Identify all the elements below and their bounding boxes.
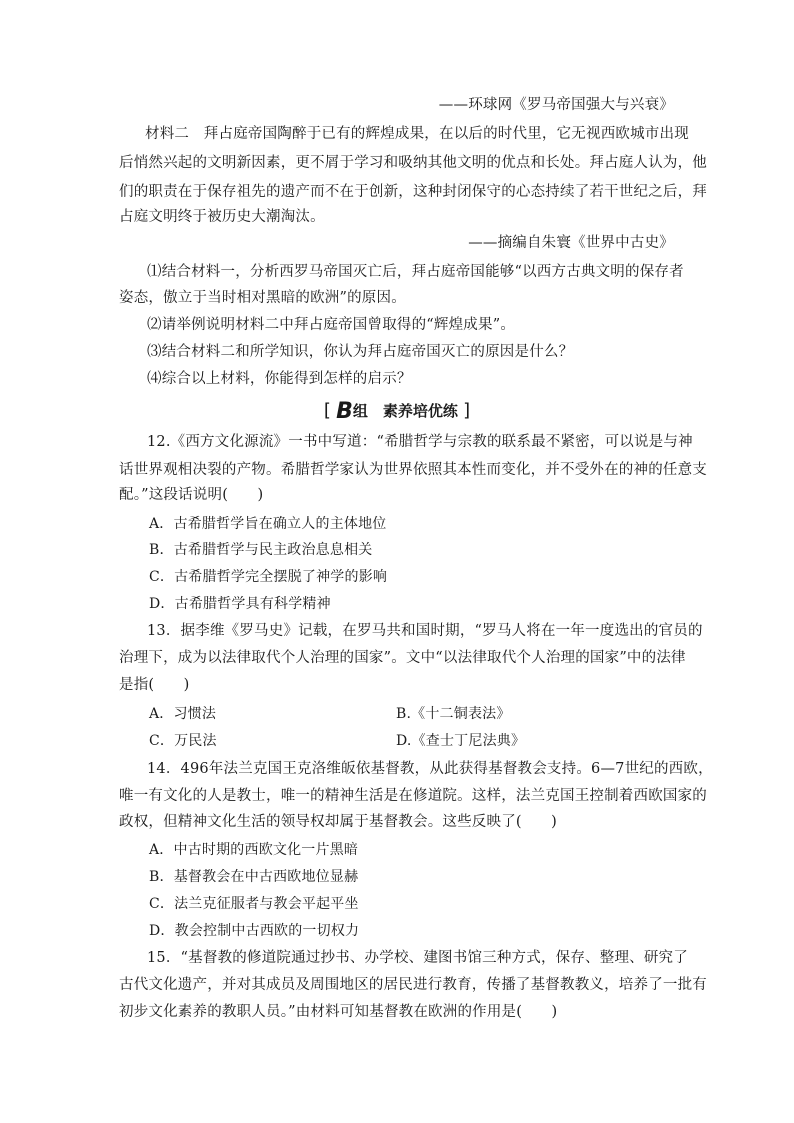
q13-stem-1: 13．据李维《罗马史》记载，在罗马共和国时期，“罗马人将在一年一度选出的官员的 [147, 623, 703, 639]
q12-stem-3: 配。”这段话说明( ) [119, 487, 264, 503]
q13-stem-2: 治理下，成为以法律取代个人治理的国家”。文中“以法律取代个人治理的国家”中的法律 [119, 650, 686, 666]
q14-option-b: B．基督教会在中古西欧地位显赫 [149, 869, 359, 885]
q14-option-d: D．教会控制中古西欧的一切权力 [149, 923, 360, 939]
q13-option-a: A．习惯法 [149, 706, 217, 722]
q11-part1-line1: ⑴结合材料一，分析西罗马帝国灭亡后，拜占庭帝国能够“以西方古典文明的保存者 [147, 264, 684, 280]
material2-line-4: 占庭文明终于被历史大潮淘汰。 [119, 209, 325, 225]
section-title: 组 素养培优练 [352, 402, 458, 420]
q12-option-a: A．古希腊哲学旨在确立人的主体地位 [149, 516, 387, 532]
q11-part1-line2: 姿态，傲立于当时相对黑暗的欧洲”的原因。 [119, 290, 406, 306]
material2-line-3: 们的职责在于保存祖先的遗产而不在于创新，这种封闭保守的心态持续了若干世纪之后，拜 [119, 184, 707, 200]
material2-line-2: 后悄然兴起的文明新因素，更不屑于学习和吸纳其他文明的优点和长处。拜占庭人认为，他 [119, 155, 707, 171]
q11-part4: ⑷综合以上材料，你能得到怎样的启示？ [147, 371, 412, 387]
q12-option-b: B．古希腊哲学与民主政治息息相关 [149, 542, 373, 558]
q12-option-d: D．古希腊哲学具有科学精神 [149, 596, 331, 612]
q14-option-a: A．中古时期的西欧文化一片黑暗 [149, 842, 359, 858]
q12-stem-2: 话世界观相决裂的产物。希腊哲学家认为世界依照其本性而变化，并不受外在的神的任意支 [119, 462, 707, 478]
material2-line-1: 材料二 拜占庭帝国陶醉于已有的辉煌成果，在以后的时代里，它无视西欧城市出现 [145, 126, 689, 142]
q12-stem-1: 12.《西方文化源流》一书中写道：“希腊哲学与宗教的联系最不紧密，可以说是与神 [147, 434, 693, 450]
material2-source: ——摘编自朱寰《世界中古史》 [468, 235, 674, 251]
q15-stem-2: 古代文化遗产，并对其成员及周围地区的居民进行教育，传播了基督教教义，培养了一批有 [119, 977, 707, 993]
q13-option-d: D.《查士丁尼法典》 [396, 733, 526, 749]
q13-stem-3: 是指( ) [119, 677, 190, 693]
section-header [0, 401, 794, 422]
section-open-bracket: [ [323, 400, 331, 421]
q11-part2: ⑵请举例说明材料二中拜占庭帝国曾取得的“辉煌成果”。 [147, 317, 516, 333]
material1-source: ——环球网《罗马帝国强大与兴衰》 [438, 97, 674, 113]
q11-part3: ⑶结合材料二和所学知识，你认为拜占庭帝国灭亡的原因是什么？ [147, 344, 574, 360]
q15-stem-1: 15．“基督教的修道院通过抄书、办学校、建图书馆三种方式，保存、整理、研究了 [147, 950, 688, 966]
q14-stem-2: 唯一有文化的人是教士，唯一的精神生活是在修道院。这样，法兰克国王控制着西欧国家的 [119, 788, 707, 804]
q13-option-c: C．万民法 [149, 733, 217, 749]
section-close-bracket: ] [463, 400, 471, 421]
q14-option-c: C．法兰克征服者与教会平起平坐 [149, 896, 359, 912]
q13-option-b: B.《十二铜表法》 [396, 706, 511, 722]
q14-stem-1: 14．496年法兰克国王克洛维皈依基督教，从此获得基督教会支持。6—7世纪的西欧， [147, 761, 713, 777]
q12-option-c: C．古希腊哲学完全摆脱了神学的影响 [149, 569, 388, 585]
q15-stem-3: 初步文化素养的教职人员。”由材料可知基督教在欧洲的作用是( ) [119, 1004, 558, 1020]
q14-stem-3: 政权，但精神文化生活的领导权却属于基督教会。这些反映了( ) [119, 814, 558, 830]
section-group-letter: B [336, 399, 353, 424]
